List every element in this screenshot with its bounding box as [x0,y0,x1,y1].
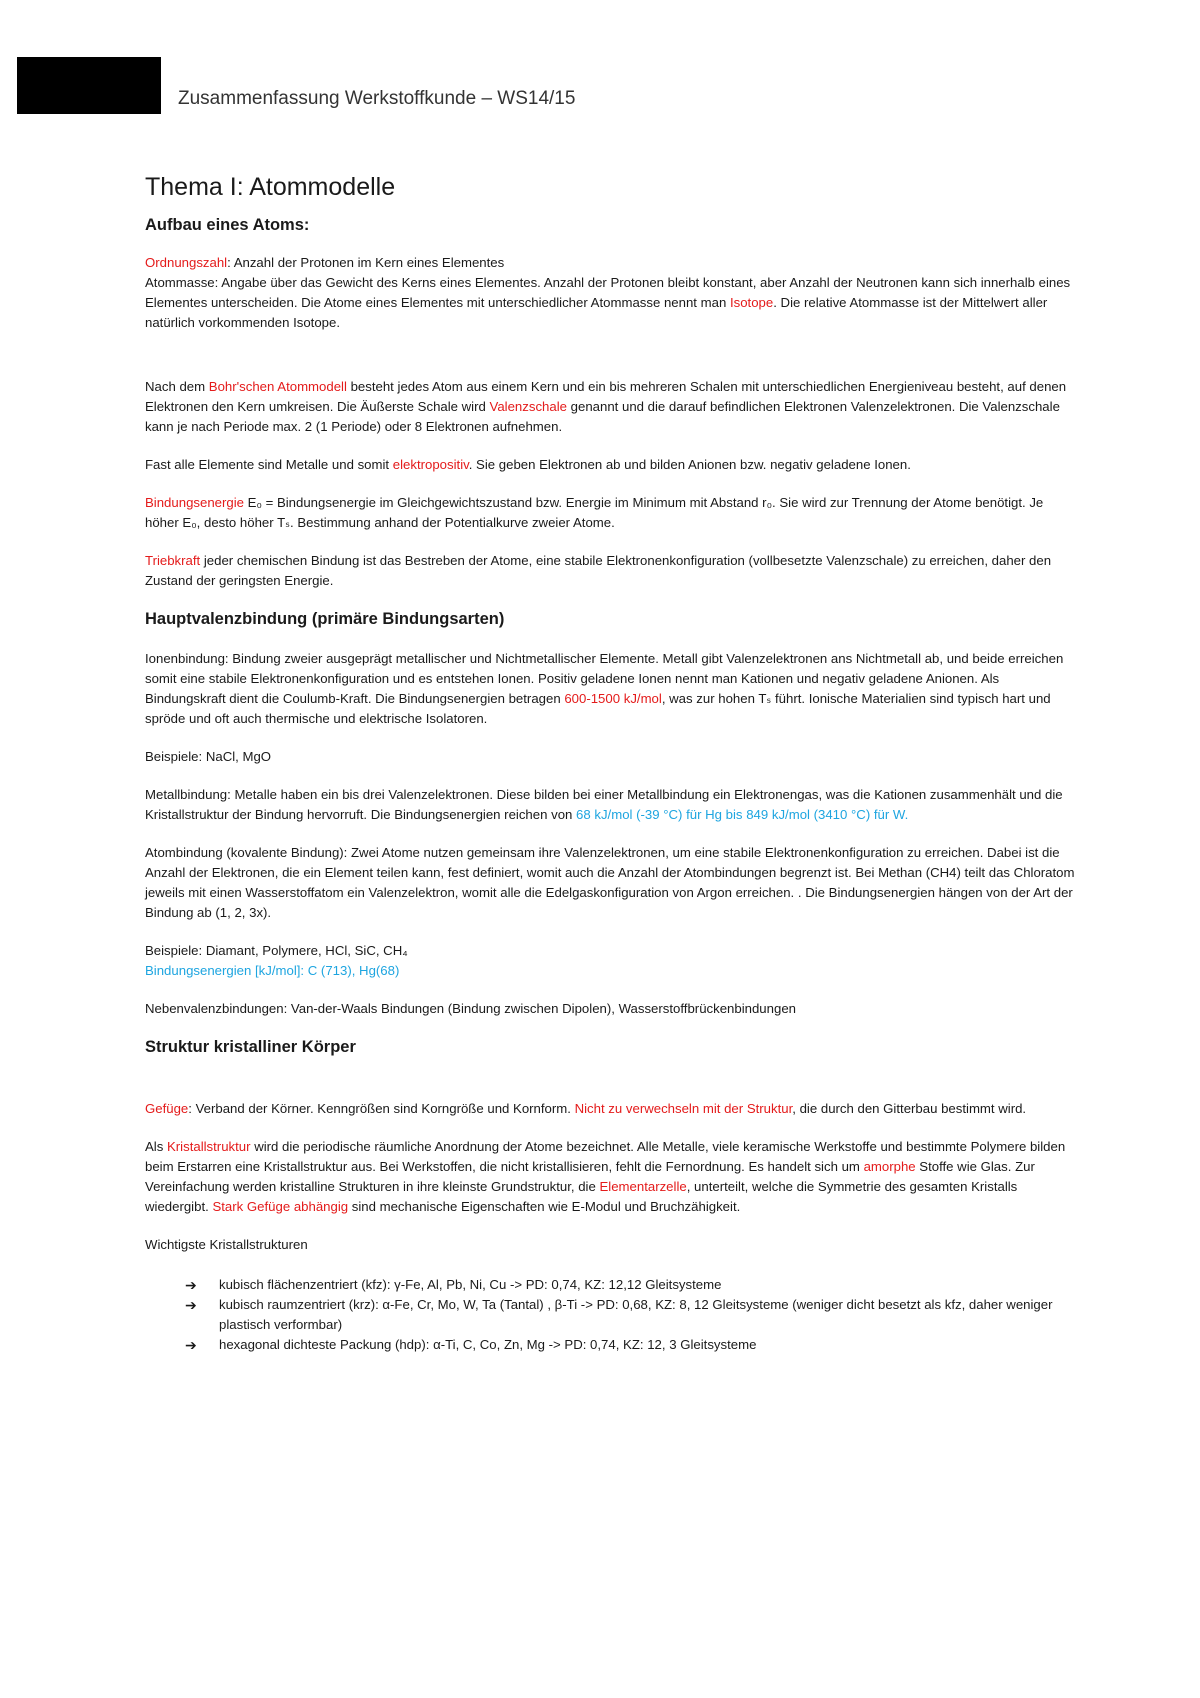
paragraph-beispiele-atom: Beispiele: Diamant, Polymere, HCl, SiC, CH₄ [145,943,408,958]
term-amorphe: amorphe [863,1159,916,1174]
section-heading-struktur: Struktur kristalliner Körper [145,1038,356,1056]
paragraph-atommasse: Atommasse: Angabe über das Gewicht des Kerns eines Elementes. Anzahl der Protonen bleibt konstant, aber Anzahl der Neutronen kann sich innerhalb eines Elementes unterscheiden. Die Atome eines Elementes mit unterschiedlicher Atommasse nennt man Isotope. Die relative Atommasse ist der Mittelwert aller natürlich vorkommenden Isotope. [145,275,1071,330]
value-metal-energy: 68 kJ/mol (-39 °C) für Hg bis 849 kJ/mol (3410 °C) für W. [576,807,909,822]
paragraph-metallbindung: Metallbindung: Metalle haben ein bis drei Valenzelektronen. Diese bilden bei einer Metallbindung ein Elektronengas, was die Kationen zusammenhält und die Kristallstruktur der Bindung hervorruft. Die Bindungsenergien reichen von 68 kJ/mol (-39 °C) für Hg bis 849 kJ/mol (3410 °C) für W. [145,787,1063,822]
term-gefuege: Gefüge [145,1101,189,1116]
document-body [145,170,1080,1355]
paragraph-list-title: Wichtigste Kristallstrukturen [145,1237,308,1252]
term-valenzschale: Valenzschale [489,399,567,414]
arrow-icon: ➔ [185,1277,197,1293]
section-heading-aufbau: Aufbau eines Atoms: [145,216,310,234]
paragraph-ordnungszahl: Ordnungszahl: Anzahl der Protonen im Kern eines Elementes [145,255,505,270]
list-item: ➔ kubisch raumzentriert (krz): α-Fe, Cr, Mo, W, Ta (Tantal) , β-Ti -> PD: 0,68, KZ: 8, 12 Gleitsysteme (weniger dicht besetzt als kfz, daher weniger plastisch verformbar) [185,1297,1053,1332]
arrow-icon: ➔ [185,1297,197,1313]
term-nicht-verwechseln: Nicht zu verwechseln mit der Struktur [574,1101,793,1116]
section-heading-hauptvalenz: Hauptvalenzbindung (primäre Bindungsarten) [145,610,505,628]
page-title: Thema I: Atommodelle [145,173,396,201]
term-stark-gefuege: Stark Gefüge abhängig [212,1199,349,1214]
paragraph-ionenbindung: Ionenbindung: Bindung zweier ausgeprägt metallischer und Nichtmetallischer Elemente. Metall gibt Valenzelektronen ans Nichtmetall ab, und beide erreichen somit eine stabile Elektronenkonfiguration und es entstehen Ionen. Positiv geladene Ionen nennt man Kationen und negativ geladene Anionen. Als Bindungskraft dient die Coulumb-Kraft. Die Bindungsenergien betragen 600-1500 kJ/mol, was zur hohen Tₛ führt. Ionische Materialien sind typisch hart und spröde und oft auch thermische und elektrische Isolatoren. [145,651,1064,726]
list-item: ➔ hexagonal dichteste Packung (hdp): α-Ti, C, Co, Zn, Mg -> PD: 0,74, KZ: 12, 3 Gleitsysteme [185,1337,757,1353]
term-elektropositiv: elektropositiv [392,457,469,472]
paragraph-nebenvalenz: Nebenvalenzbindungen: Van-der-Waals Bindungen (Bindung zwischen Dipolen), Wasserstoffbrückenbindungen [145,1001,796,1016]
list-item: ➔ kubisch flächenzentriert (kfz): γ-Fe, Al, Pb, Ni, Cu -> PD: 0,74, KZ: 12,12 Gleitsysteme [185,1277,722,1293]
paragraph-elektropositiv: Fast alle Elemente sind Metalle und somit elektropositiv. Sie geben Elektronen ab und bilden Anionen bzw. negativ geladene Ionen. [145,457,911,472]
paragraph-bohr: Nach dem Bohr'schen Atommodell besteht jedes Atom aus einem Kern und ein bis mehreren Schalen mit unterschiedlichen Energieniveau besteht, auf denen Elektronen den Kern umkreisen. Die Äußerste Schale wird Valenzschale genannt und die darauf befindlichen Elektronen Valenzelektronen. Die Valenzschale kann je nach Periode max. 2 (1 Periode) oder 8 Elektronen aufnehmen. [145,379,1067,434]
term-elementarzelle: Elementarzelle [599,1179,687,1194]
arrow-icon: ➔ [185,1337,197,1353]
term-bohr: Bohr'schen Atommodell [208,379,347,394]
term-bindungsenergie: Bindungsenergie [145,495,244,510]
paragraph-gefuege: Gefüge: Verband der Körner. Kenngrößen sind Korngröße und Kornform. Nicht zu verwechseln mit der Struktur, die durch den Gitterbau bestimmt wird. [145,1101,1027,1116]
term-isotope: Isotope [729,295,774,310]
term-ordnungszahl: Ordnungszahl [145,255,228,270]
redacted-block [17,57,161,114]
page-header: Zusammenfassung Werkstoffkunde – WS14/15 [178,88,576,109]
paragraph-bindungsenergien: Bindungsenergien [kJ/mol]: C (713), Hg(68) [145,963,400,978]
value-ion-energy: 600-1500 kJ/mol [564,691,662,706]
term-triebkraft: Triebkraft [145,553,201,568]
paragraph-triebkraft: Triebkraft jeder chemischen Bindung ist das Bestreben der Atome, eine stabile Elektronenkonfiguration (vollbesetzte Valenzschale) zu erreichen, daher den Zustand der geringsten Energie. [145,553,1052,588]
paragraph-kristallstruktur: Als Kristallstruktur wird die periodische räumliche Anordnung der Atome bezeichnet. Alle Metalle, viele keramische Werkstoffe und bestimmte Polymere bilden beim Erstarren eine Kristallstruktur aus. Bei Werkstoffen, die nicht kristallisieren, fehlt die Fernordnung. Es handelt sich um amorphe Stoffe wie Glas. Zur Vereinfachung werden kristalline Strukturen in ihre kleinste Grundstruktur, die Elementarzelle, unterteilt, welche die Symmetrie des gesamten Kristalls wiedergibt. Stark Gefüge abhängig sind mechanische Eigenschaften wie E-Modul und Bruchzähigkeit. [145,1139,1066,1214]
crystal-structure-list [145,1275,1080,1355]
term-kristallstruktur: Kristallstruktur [166,1139,251,1154]
paragraph-bindungsenergie: Bindungsenergie E₀ = Bindungsenergie im Gleichgewichtszustand bzw. Energie im Minimum mit Abstand r₀. Sie wird zur Trennung der Atome benötigt. Je höher E₀, desto höher Tₛ. Bestimmung anhand der Potentialkurve zweier Atome. [145,495,1044,530]
paragraph-atombindung: Atombindung (kovalente Bindung): Zwei Atome nutzen gemeinsam ihre Valenzelektronen, um eine stabile Elektronenkonfiguration zu erreichen. Dabei ist die Anzahl der Elektronen, die ein Element teilen kann, fest definiert, womit auch die Anzahl der Atombindungen begrenzt ist. Bei Methan (CH4) teilt das Chloratom jeweils mit einen Wasserstoffatom ein Valenzelektron, womit alle die Edelgaskonfiguration von Argon erreichen. . Die Bindungsenergien hängen von der Art der Bindung ab (1, 2, 3x). [145,845,1075,920]
paragraph-beispiele-ion: Beispiele: NaCl, MgO [145,749,272,764]
